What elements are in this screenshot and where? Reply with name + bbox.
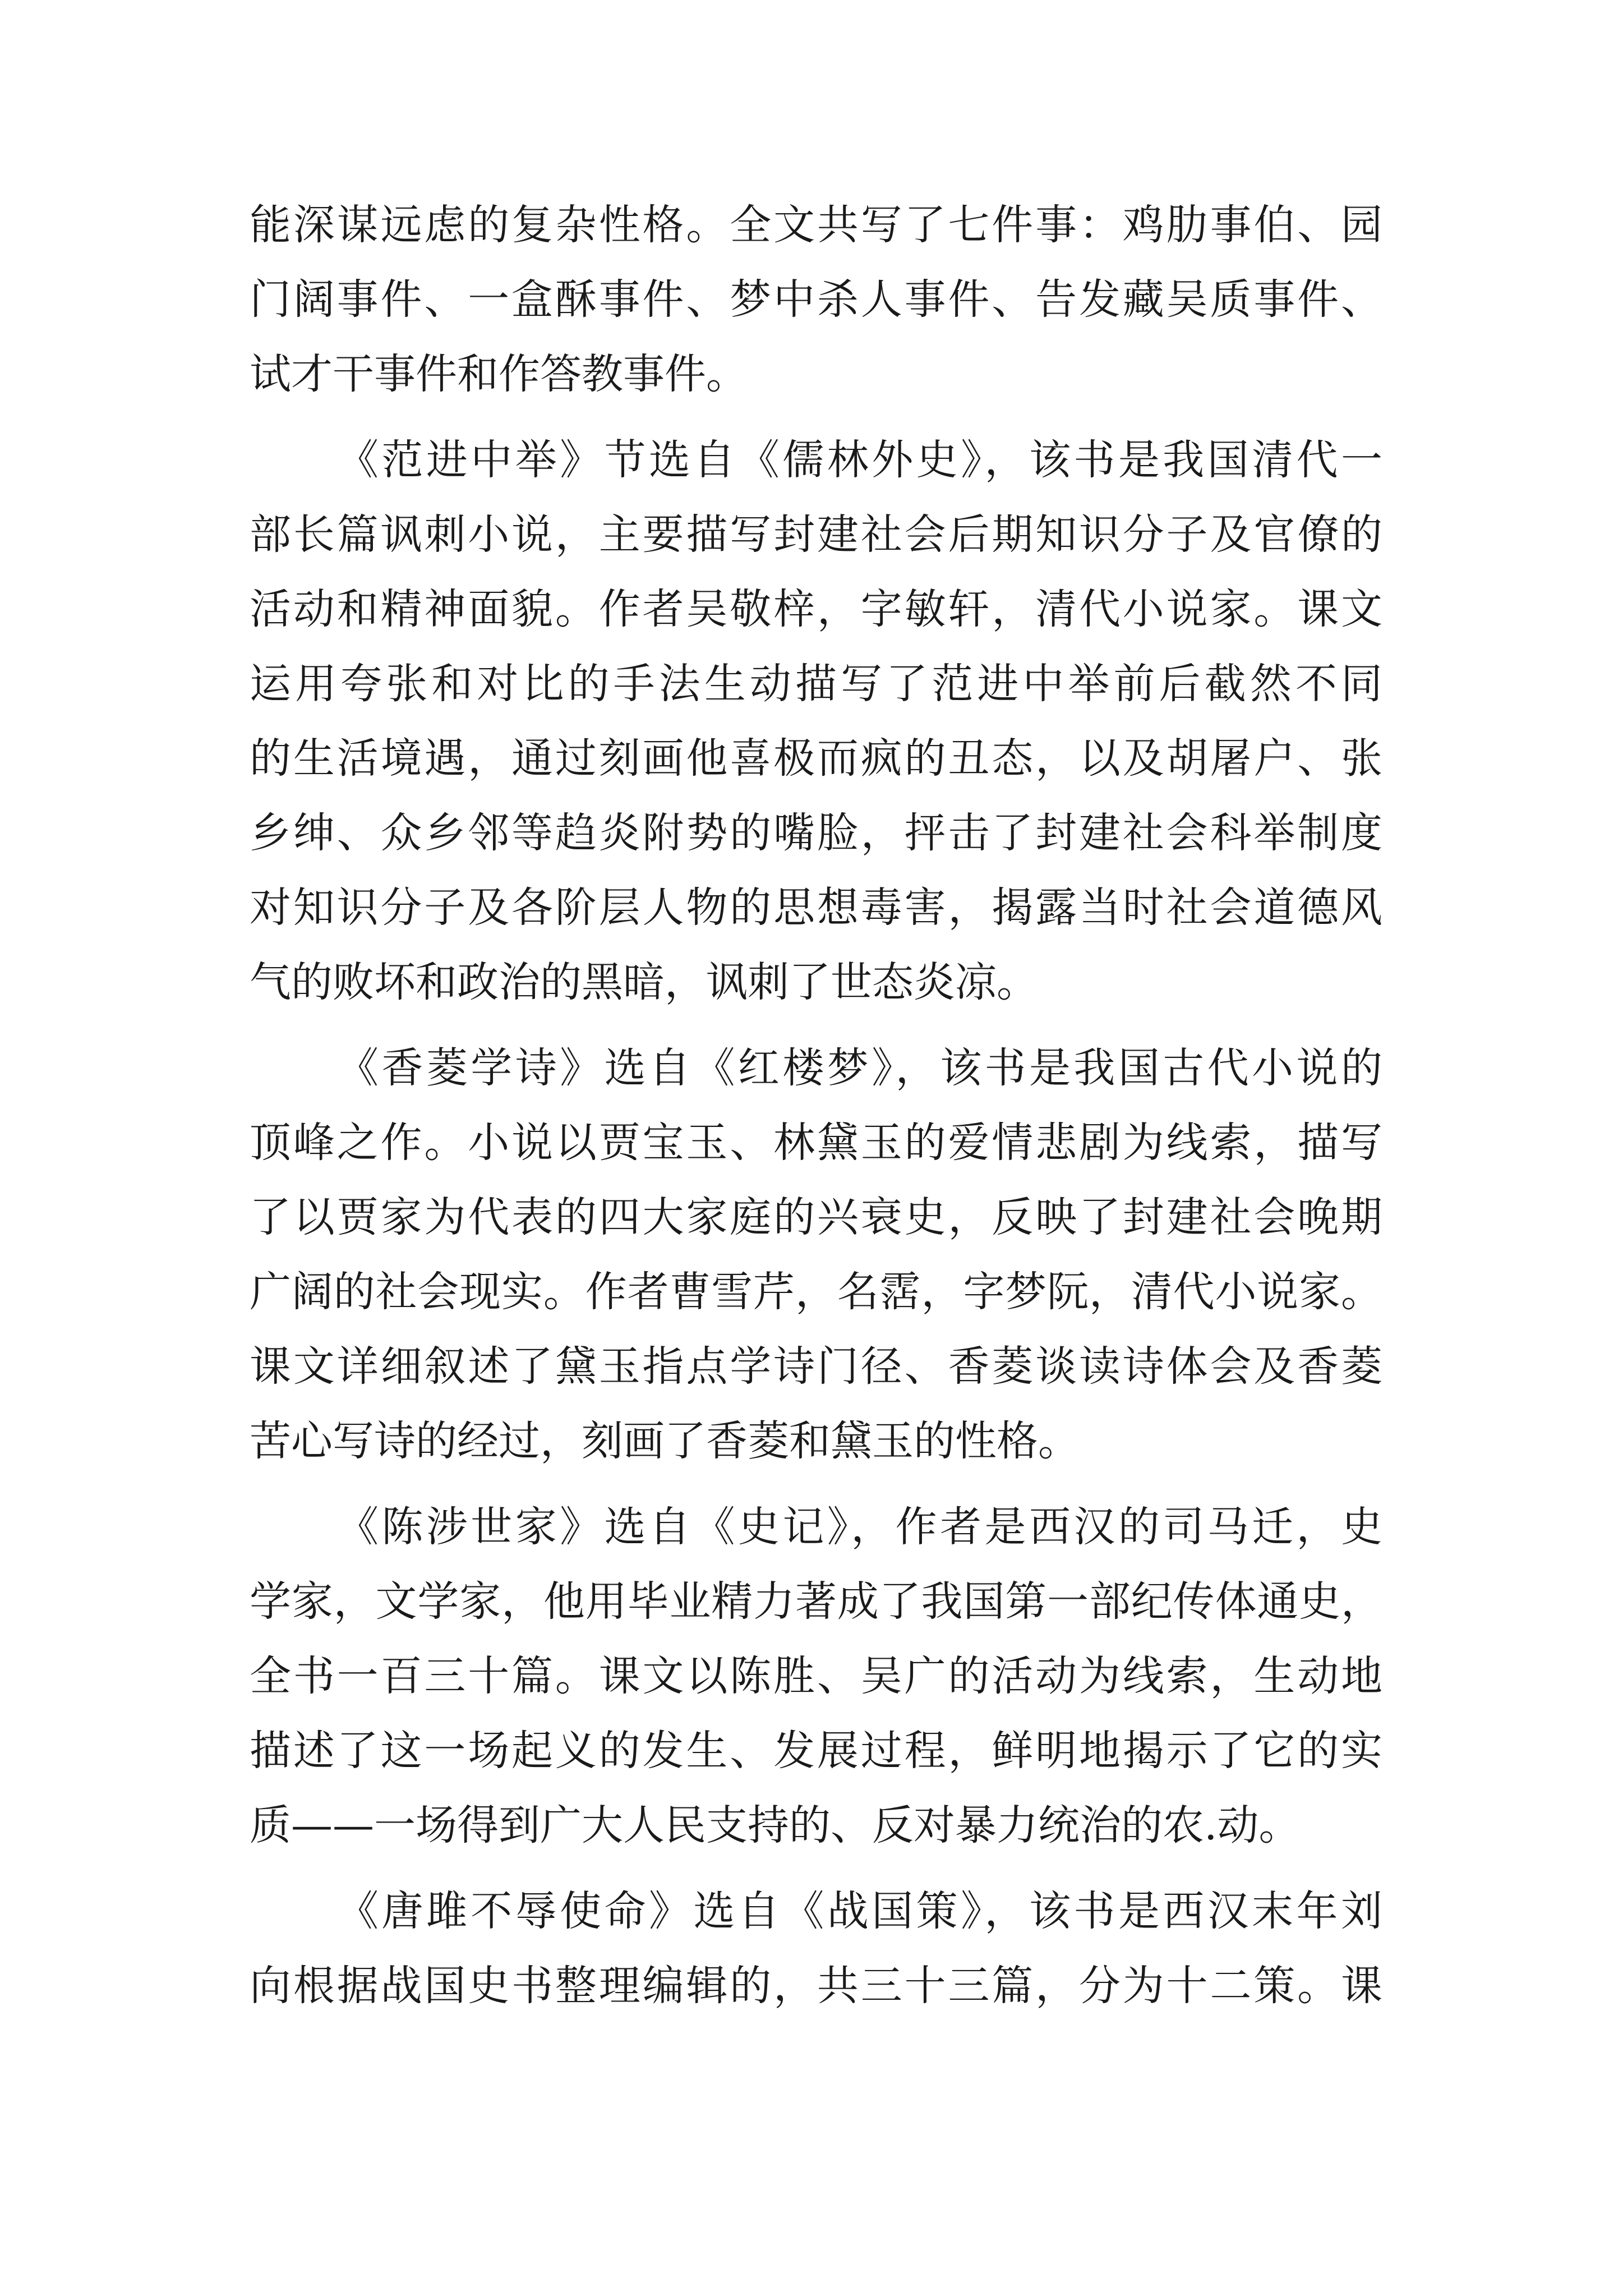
text-line: 向根据战国史书整理编辑的，共三十三篇，分为十二策。课 [250, 1962, 1382, 2010]
text-line: 质——一场得到广大人民支持的、反对暴力统治的农.动。 [250, 1801, 1301, 1849]
text-line: 能深谋远虑的复杂性格。全文共写了七件事：鸡肋事伯、园 [250, 201, 1382, 249]
text-line: 了以贾家为代表的四大家庭的兴衰史，反映了封建社会晚期 [250, 1193, 1382, 1241]
text-line: 顶峰之作。小说以贾宝玉、林黛玉的爱情悲剧为线索，描写 [250, 1119, 1382, 1167]
text-line: 全书一百三十篇。课文以陈胜、吴广的活动为线索，生动地 [250, 1652, 1382, 1700]
text-line: 活动和精神面貌。作者吴敬梓，字敏轩，清代小说家。课文 [250, 585, 1382, 633]
text-line: 气的败坏和政治的黑暗，讽刺了世态炎凉。 [250, 958, 1038, 1006]
text-line: 《陈涉世家》选自《史记》，作者是西汉的司马迁，史 [337, 1503, 1382, 1551]
paragraph-xiang-ling [250, 1031, 1382, 1479]
text-line: 学家，文学家，他用毕业精力著成了我国第一部纪传体通史， [250, 1577, 1382, 1626]
text-line: 苦心写诗的经过，刻画了香菱和黛玉的性格。 [250, 1417, 1080, 1465]
text-line: 《香菱学诗》选自《红楼梦》，该书是我国古代小说的 [337, 1044, 1382, 1092]
paragraph-fan-jin [250, 423, 1382, 1020]
text-line: 《范进中举》节选自《儒林外史》，该书是我国清代一 [337, 436, 1382, 484]
text-line: 门阔事件、一盒酥事件、梦中杀人事件、告发藏吴质事件、 [250, 275, 1382, 324]
text-line: 对知识分子及各阶层人物的思想毒害，揭露当时社会道德风 [250, 884, 1382, 932]
text-line: 的生活境遇，通过刻画他喜极而疯的丑态，以及胡屠户、张 [250, 734, 1382, 783]
text-line: 乡绅、众乡邻等趋炎附势的嘴脸，抨击了封建社会科举制度 [250, 809, 1382, 857]
text-line: 课文详细叙述了黛玉指点学诗门径、香菱谈读诗体会及香菱 [250, 1342, 1382, 1391]
paragraph-chen-she [250, 1490, 1382, 1863]
text-line: 《唐雎不辱使命》选自《战国策》，该书是西汉末年刘 [337, 1887, 1382, 1935]
text-line: 试才干事件和作答教事件。 [250, 350, 748, 398]
text-line: 描述了这一场起义的发生、发展过程，鲜明地揭示了它的实 [250, 1727, 1382, 1775]
paragraph-tang-ju [250, 1874, 1382, 2023]
document-body [250, 188, 1382, 2023]
text-line: 运用夸张和对比的手法生动描写了范进中举前后截然不同 [250, 660, 1382, 708]
text-line: 部长篇讽刺小说，主要描写封建社会后期知识分子及官僚的 [250, 510, 1382, 559]
text-line: 广阔的社会现实。作者曹雪芹，名霑，字梦阮，清代小说家。 [250, 1268, 1382, 1316]
paragraph-cao-cao [250, 188, 1382, 412]
